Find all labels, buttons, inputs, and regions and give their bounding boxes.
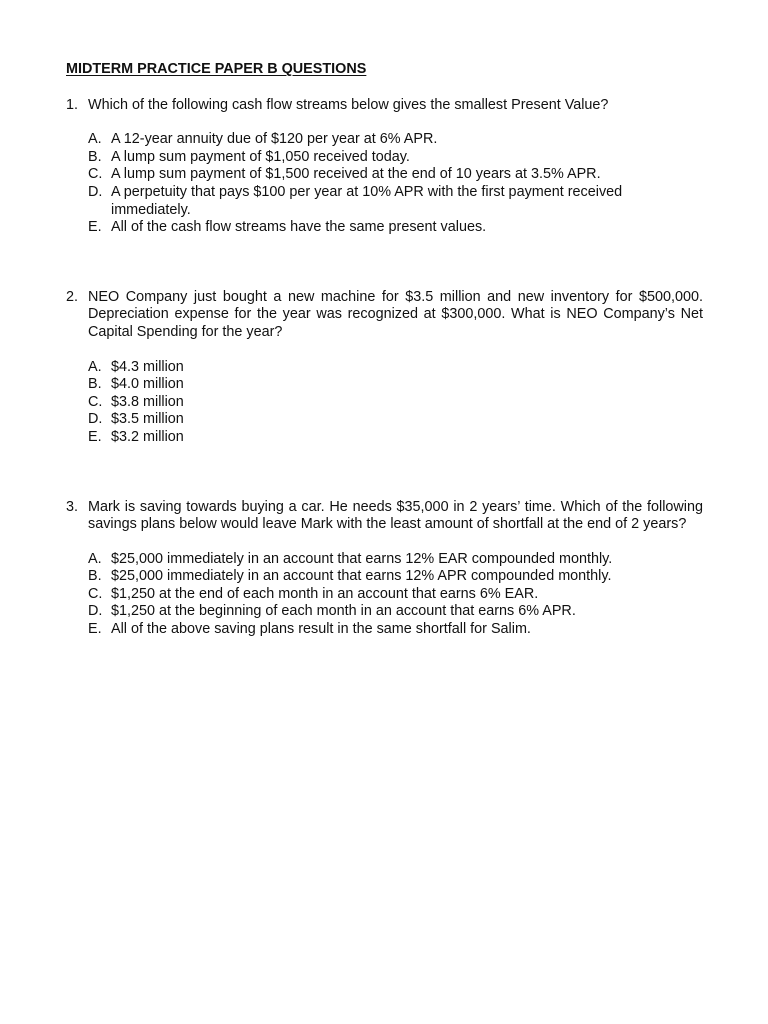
question-text: NEO Company just bought a new machine for $3.5 million and new inventory for $500,000. Depreciation expense for the year was recognized at $300,000. What is NEO Company’s Net Capital Spending for the year? (88, 288, 703, 340)
option-text: $25,000 immediately in an account that earns 12% APR compounded monthly. (111, 568, 612, 585)
option-label: D. (88, 183, 103, 200)
answer-option-e (88, 621, 703, 639)
option-text: $25,000 immediately in an account that earns 12% EAR compounded monthly. (111, 550, 613, 567)
answer-options (88, 131, 703, 237)
option-label: C. (88, 585, 103, 602)
option-label: B. (88, 568, 102, 585)
option-label: C. (88, 166, 103, 183)
option-text: $4.3 million (111, 358, 184, 375)
question-2 (66, 289, 703, 447)
question-3 (66, 499, 703, 639)
option-label: E. (88, 219, 102, 236)
option-label: C. (88, 393, 103, 410)
answer-options (88, 551, 703, 639)
answer-option-c (88, 166, 703, 184)
option-label: B. (88, 376, 102, 393)
option-text: A 12-year annuity due of $120 per year at 6% APR. (111, 131, 438, 148)
option-label: A. (88, 358, 102, 375)
option-text: A lump sum payment of $1,500 received at the end of 10 years at 3.5% APR. (111, 166, 601, 183)
answer-option-a (88, 551, 703, 569)
page-title: MIDTERM PRACTICE PAPER B QUESTIONS (66, 61, 367, 77)
option-text: $3.5 million (111, 411, 184, 428)
answer-option-c (88, 586, 703, 604)
option-label: E. (88, 621, 102, 638)
answer-option-e (88, 219, 703, 237)
question-number: 1. (66, 96, 79, 113)
question-stem (66, 499, 703, 534)
option-text: All of the cash flow streams have the same present values. (111, 219, 487, 236)
question-text: Mark is saving towards buying a car. He needs $35,000 in 2 years’ time. Which of the following savings plans below would leave Mark with the least amount of shortfall at the end of 2 years? (88, 498, 703, 533)
question-stem (66, 289, 703, 342)
question-1 (66, 97, 703, 237)
option-text: All of the above saving plans result in the same shortfall for Salim. (111, 621, 531, 638)
answer-option-a (88, 131, 703, 149)
option-text: $1,250 at the beginning of each month in an account that earns 6% APR. (111, 603, 576, 620)
option-text: A lump sum payment of $1,050 received today. (111, 148, 410, 165)
answer-option-b (88, 149, 703, 167)
answer-option-a (88, 359, 703, 377)
option-label: D. (88, 603, 103, 620)
answer-option-d (88, 603, 703, 621)
document-page (66, 61, 703, 639)
question-number: 3. (66, 498, 79, 515)
option-label: E. (88, 428, 102, 445)
option-text: $1,250 at the end of each month in an account that earns 6% EAR. (111, 585, 539, 602)
answer-option-c (88, 394, 703, 412)
question-text: Which of the following cash flow streams below gives the smallest Present Value? (88, 96, 609, 113)
option-label: D. (88, 411, 103, 428)
answer-option-d (88, 184, 703, 219)
answer-option-b (88, 568, 703, 586)
option-label: B. (88, 148, 102, 165)
answer-option-d (88, 411, 703, 429)
option-label: A. (88, 550, 102, 567)
option-label: A. (88, 131, 102, 148)
option-text: $3.8 million (111, 393, 184, 410)
option-text: $3.2 million (111, 428, 184, 445)
answer-option-b (88, 376, 703, 394)
option-text: $4.0 million (111, 376, 184, 393)
answer-options (88, 359, 703, 447)
answer-option-e (88, 429, 703, 447)
option-text: A perpetuity that pays $100 per year at 10% APR with the first payment received immediately. (111, 183, 623, 218)
question-stem (66, 97, 703, 115)
question-number: 2. (66, 288, 79, 305)
